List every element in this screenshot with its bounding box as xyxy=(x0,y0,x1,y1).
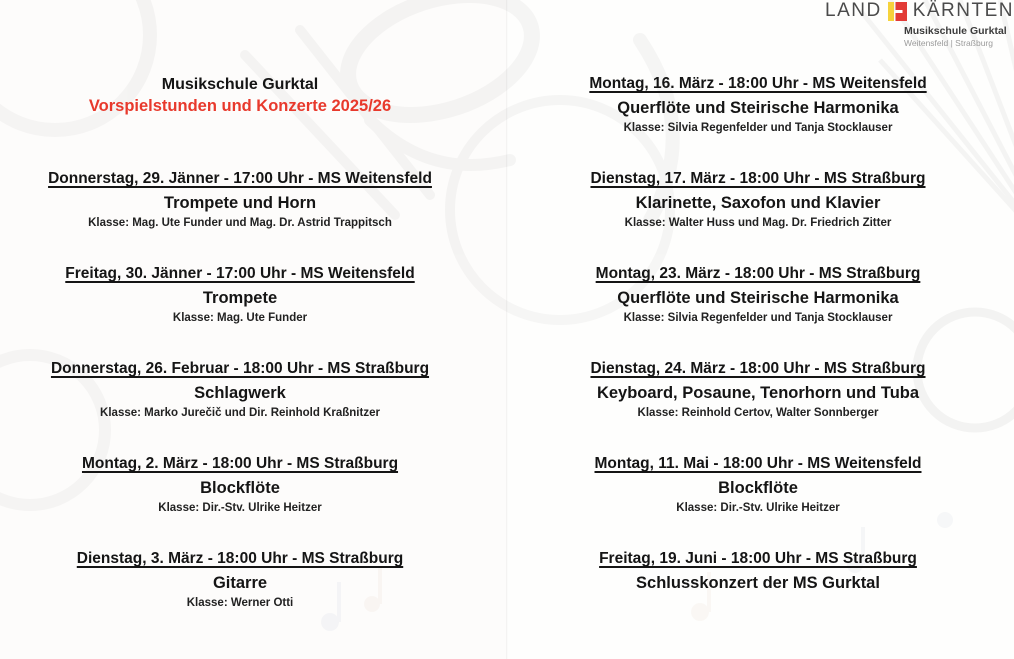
page-seam-divider xyxy=(506,0,508,659)
event-item xyxy=(10,170,470,265)
events-column-left xyxy=(10,170,470,645)
event-program: Blockflöte xyxy=(718,479,798,497)
event-date: Montag, 16. März - 18:00 Uhr - MS Weitensfeld xyxy=(589,75,927,92)
logo-region-text: KÄRNTEN xyxy=(912,0,1014,21)
event-class: Klasse: Silvia Regenfelder und Tanja Stocklauser xyxy=(623,312,893,324)
event-date: Dienstag, 3. März - 18:00 Uhr - MS Straßburg xyxy=(76,550,404,567)
logo-locations: Weitensfeld | Straßburg xyxy=(904,38,993,48)
event-date: Freitag, 30. Jänner - 17:00 Uhr - MS Weitensfeld xyxy=(65,265,415,282)
event-date: Montag, 11. Mai - 18:00 Uhr - MS Weitensfeld xyxy=(594,455,922,472)
event-item xyxy=(538,455,978,550)
event-program: Trompete xyxy=(202,289,278,307)
event-program: Blockflöte xyxy=(200,479,280,497)
page-subtitle: Vorspielstunden und Konzerte 2025/26 xyxy=(88,97,392,115)
event-program: Keyboard, Posaune, Tenorhorn und Tuba xyxy=(596,384,920,402)
event-date: Donnerstag, 29. Jänner - 17:00 Uhr - MS Weitensfeld xyxy=(48,170,432,187)
event-date: Freitag, 19. Juni - 18:00 Uhr - MS Straßburg xyxy=(599,550,917,567)
event-class: Klasse: Marko Jurečič und Dir. Reinhold Kraßnitzer xyxy=(100,407,380,419)
event-class: Klasse: Dir.-Stv. Ulrike Heitzer xyxy=(158,502,322,514)
event-item xyxy=(10,455,470,550)
event-item xyxy=(538,265,978,360)
event-program: Querflöte und Steirische Harmonika xyxy=(617,99,899,117)
event-date: Dienstag, 17. März - 18:00 Uhr - MS Straßburg xyxy=(590,170,926,187)
event-item xyxy=(538,75,978,170)
event-class: Klasse: Silvia Regenfelder und Tanja Stocklauser xyxy=(623,122,893,134)
event-class: Klasse: Walter Huss und Mag. Dr. Friedrich Zitter xyxy=(624,217,892,229)
event-date: Donnerstag, 26. Februar - 18:00 Uhr - MS Straßburg xyxy=(50,360,430,377)
event-program: Klarinette, Saxofon und Klavier xyxy=(635,194,881,212)
page-title: Musikschule Gurktal xyxy=(161,76,319,93)
event-date: Montag, 23. März - 18:00 Uhr - MS Straßburg xyxy=(595,265,921,282)
event-program: Schlagwerk xyxy=(194,384,286,402)
event-date: Dienstag, 24. März - 18:00 Uhr - MS Straßburg xyxy=(590,360,926,377)
event-class: Klasse: Mag. Ute Funder und Mag. Dr. Astrid Trappitsch xyxy=(88,217,392,229)
event-program: Gitarre xyxy=(212,574,268,592)
event-item xyxy=(10,550,470,645)
land-kaernten-logo xyxy=(825,0,1014,48)
document-header xyxy=(10,76,470,116)
events-column-right xyxy=(538,75,978,645)
event-item xyxy=(538,360,978,455)
logo-school-name: Musikschule Gurktal xyxy=(904,25,1007,37)
event-program: Schlusskonzert der MS Gurktal xyxy=(636,574,880,592)
event-item xyxy=(538,550,978,645)
event-program: Trompete und Horn xyxy=(163,194,317,212)
event-item xyxy=(10,360,470,455)
event-class: Klasse: Reinhold Certov, Walter Sonnberger xyxy=(637,407,879,419)
kaernten-flag-icon xyxy=(888,2,907,21)
event-item xyxy=(10,265,470,360)
event-program: Querflöte und Steirische Harmonika xyxy=(617,289,899,307)
event-item xyxy=(538,170,978,265)
logo-land-text: LAND xyxy=(825,0,882,21)
event-class: Klasse: Werner Otti xyxy=(186,597,294,609)
event-class: Klasse: Mag. Ute Funder xyxy=(172,312,308,324)
event-date: Montag, 2. März - 18:00 Uhr - MS Straßburg xyxy=(81,455,399,472)
event-class: Klasse: Dir.-Stv. Ulrike Heitzer xyxy=(676,502,840,514)
